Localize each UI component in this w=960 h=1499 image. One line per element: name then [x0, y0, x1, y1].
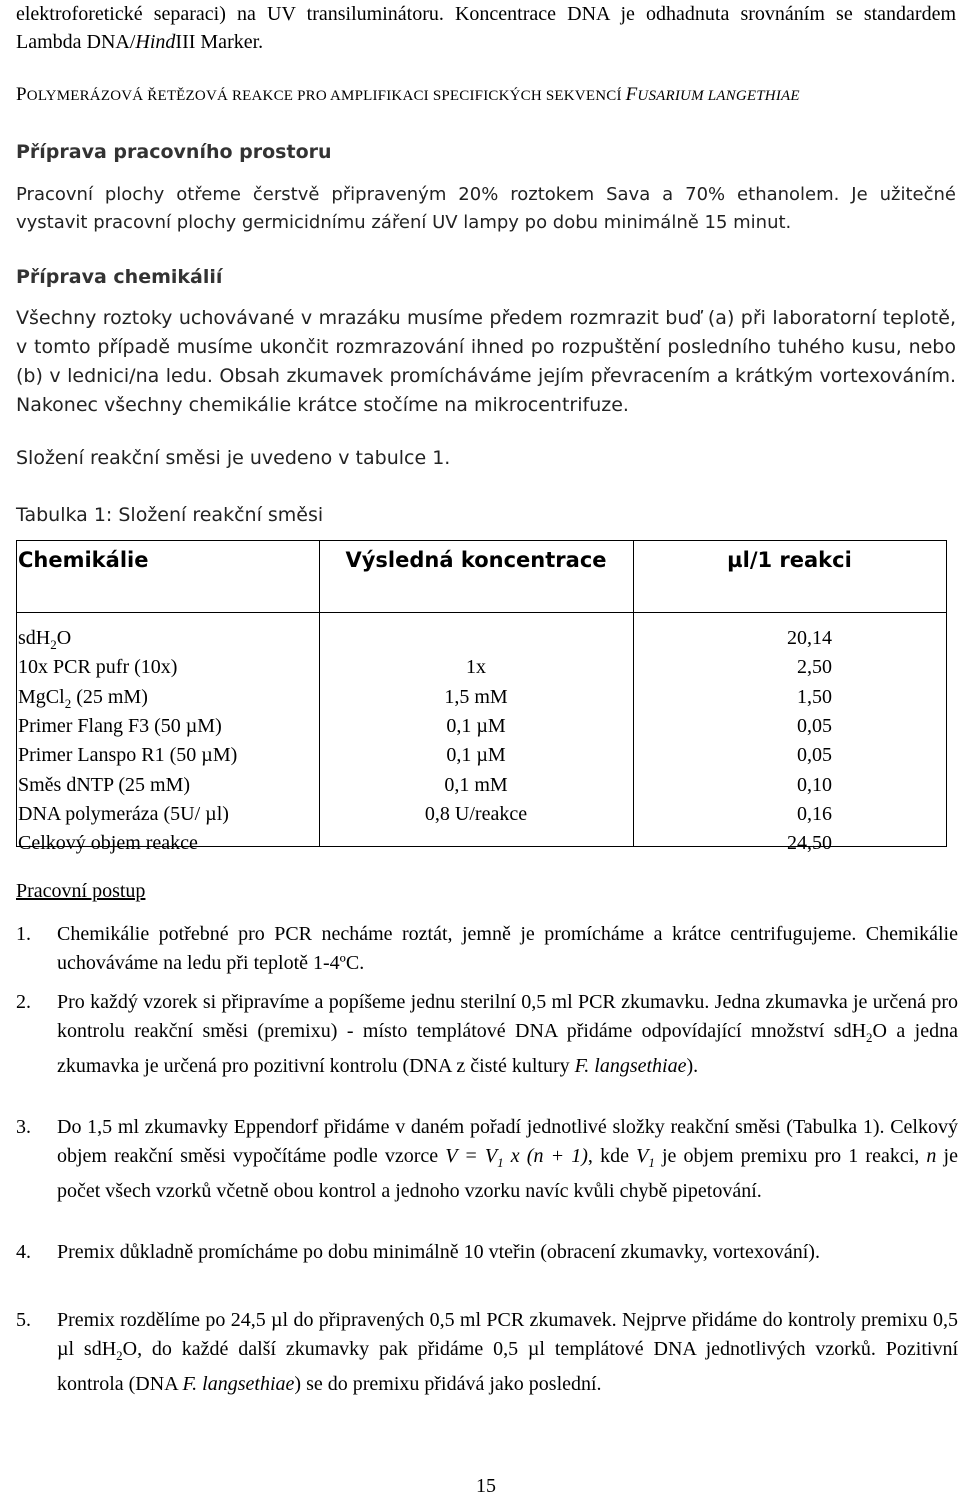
step-number: 5.	[16, 1309, 31, 1331]
chemicals-heading: Příprava chemikálií	[16, 266, 223, 288]
table-header-concentration: Výsledná koncentrace	[345, 548, 607, 572]
reagent-table	[16, 540, 947, 855]
cell-chemical: Primer Lanspo R1 (50 µM)	[18, 744, 238, 767]
cell-concentration: 1x	[466, 656, 486, 679]
step-text: Premix rozdělíme po 24,5 µl do připravených 0,5 ml PCR zkumavek. Nejprve přidáme do kontroly premixu 0,5 µl sdH$_2$O, do každé další zkumavky pak přidáme 0,5 µl templátové DNA jednotlivých vzorků. Pozitivní kontrola (DNA F. langsethiae) se do premixu přidává jako poslední.	[57, 1309, 958, 1395]
table-row	[16, 771, 947, 800]
procedure-step	[16, 920, 958, 978]
intro-italic: Hind	[135, 31, 176, 53]
cell-concentration: 0,1 µM	[446, 744, 506, 767]
workspace-heading: Příprava pracovního prostoru	[16, 141, 332, 163]
table-row	[16, 741, 947, 770]
table-row	[16, 624, 947, 653]
procedure-step	[16, 1113, 958, 1206]
cell-chemical: 10x PCR pufr (10x)	[18, 656, 178, 679]
cell-volume: 0,05	[797, 744, 832, 767]
cell-volume: 20,14	[787, 627, 832, 649]
composition-paragraph: Složení reakční směsi je uvedeno v tabulce 1.	[16, 447, 451, 469]
cell-chemical: Celkový objem reakce	[18, 832, 198, 855]
step-text: Do 1,5 ml zkumavky Eppendorf přidáme v daném pořadí jednotlivé složky reakční směsi (Tabulka 1). Celkový objem reakční směsi vypočítáme podle vzorce $V = V_1$ x (n + 1), kde $V_1$ je objem premixu pro 1 reakci, n je počet všech vzorků včetně obou kontrol a jednoho vzorku navíc kvůli chybě pipetování.	[57, 1116, 958, 1202]
cell-concentration: 1,5 mM	[444, 685, 508, 708]
table-row	[16, 800, 947, 829]
table-row	[16, 712, 947, 741]
procedure-step	[16, 988, 958, 1081]
cell-volume: 2,50	[797, 656, 832, 679]
procedure-heading: Pracovní postup	[16, 880, 146, 902]
chemicals-paragraph: Všechny roztoky uchovávané v mrazáku musíme předem rozmrazit buď (a) při laboratorní teplotě, v tomto případě musíme ukončit rozmrazování ihned po rozpuštění posledního tuhého kusu, nebo (b) v lednici/na ledu. Obsah zkumavek promícháváme jejím převracením a krátkým vortexováním. Nakonec všechny chemikálie krátce stočíme na mikrocentrifuze.	[16, 307, 956, 416]
cell-volume: 0,05	[797, 714, 832, 737]
table-caption: Tabulka 1: Složení reakční směsi	[16, 504, 324, 526]
step-number: 2.	[16, 991, 31, 1013]
cell-concentration: 0,1 µM	[446, 714, 506, 737]
table-row	[16, 653, 947, 682]
workspace-paragraph: Pracovní plochy otřeme čerstvě připraveným 20% roztokem Sava a 70% ethanolem. Je užitečné vystavit pracovní plochy germicidnímu záření UV lampy po dobu minimálně 15 minut.	[16, 184, 956, 233]
procedure-step	[16, 1238, 958, 1267]
table-border-top	[16, 540, 947, 541]
cell-volume: 0,16	[797, 802, 832, 825]
step-number: 1.	[16, 923, 31, 945]
volume-formula: $V = V_1$ x (n + 1)	[445, 1145, 588, 1170]
table-row	[16, 829, 947, 858]
intro-paragraph	[16, 0, 956, 56]
section-heading: POLYMERÁZOVÁ ŘETĚZOVÁ REAKCE PRO AMPLIFIKACI SPECIFICKÝCH SEKVENCÍ FUSARIUM LANGETHIAE	[16, 84, 800, 105]
cell-volume: 1,50	[797, 685, 832, 708]
intro-tail: III Marker.	[175, 31, 264, 53]
intro-text: elektroforetické separaci) na UV transiluminátoru. Koncentrace DNA je odhadnuta srovnáním se standardem Lambda DNA/	[16, 3, 956, 53]
cell-concentration: 0,8 U/reakce	[424, 802, 528, 825]
cell-volume: 0,10	[797, 773, 832, 796]
cell-chemical: MgCl$_2$ (25 mM)	[18, 685, 148, 711]
procedure-step	[16, 1306, 958, 1399]
cell-chemical: sdH$_2$O	[18, 627, 72, 652]
cell-chemical: Primer Flang F3 (50 µM)	[18, 714, 222, 737]
step-number: 4.	[16, 1241, 31, 1263]
cell-volume: 24,50	[787, 832, 832, 855]
cell-concentration: 0,1 mM	[444, 773, 508, 796]
table-header-chemical: Chemikálie	[18, 548, 149, 572]
step-text: Chemikálie potřebné pro PCR necháme roztát, jemně je promícháme a krátce centrifugujeme. Chemikálie uchováváme na ledu při teplotě 1-4ºC.	[57, 923, 958, 974]
table-header-volume: µl/1 reakci	[727, 548, 852, 572]
table-row	[16, 683, 947, 712]
cell-chemical: Směs dNTP (25 mM)	[18, 773, 191, 796]
page-number: 15	[476, 1475, 496, 1497]
step-number: 3.	[16, 1116, 31, 1138]
step-text: Premix důkladně promícháme po dobu minimálně 10 vteřin (obracení zkumavky, vortexování).	[57, 1241, 820, 1263]
step-text: Pro každý vzorek si připravíme a popíšeme jednu sterilní 0,5 ml PCR zkumavku. Jedna zkumavka je určená pro kontrolu reakční směsi (premixu) - místo templátové DNA přidáme odpovídající množství sdH$_2$O a jedna zkumavka je určená pro pozitivní kontrolu (DNA z čisté kultury F. langsethiae).	[57, 991, 958, 1077]
cell-chemical: DNA polymeráza (5U/ µl)	[18, 802, 229, 825]
table-header-divider	[16, 612, 947, 613]
